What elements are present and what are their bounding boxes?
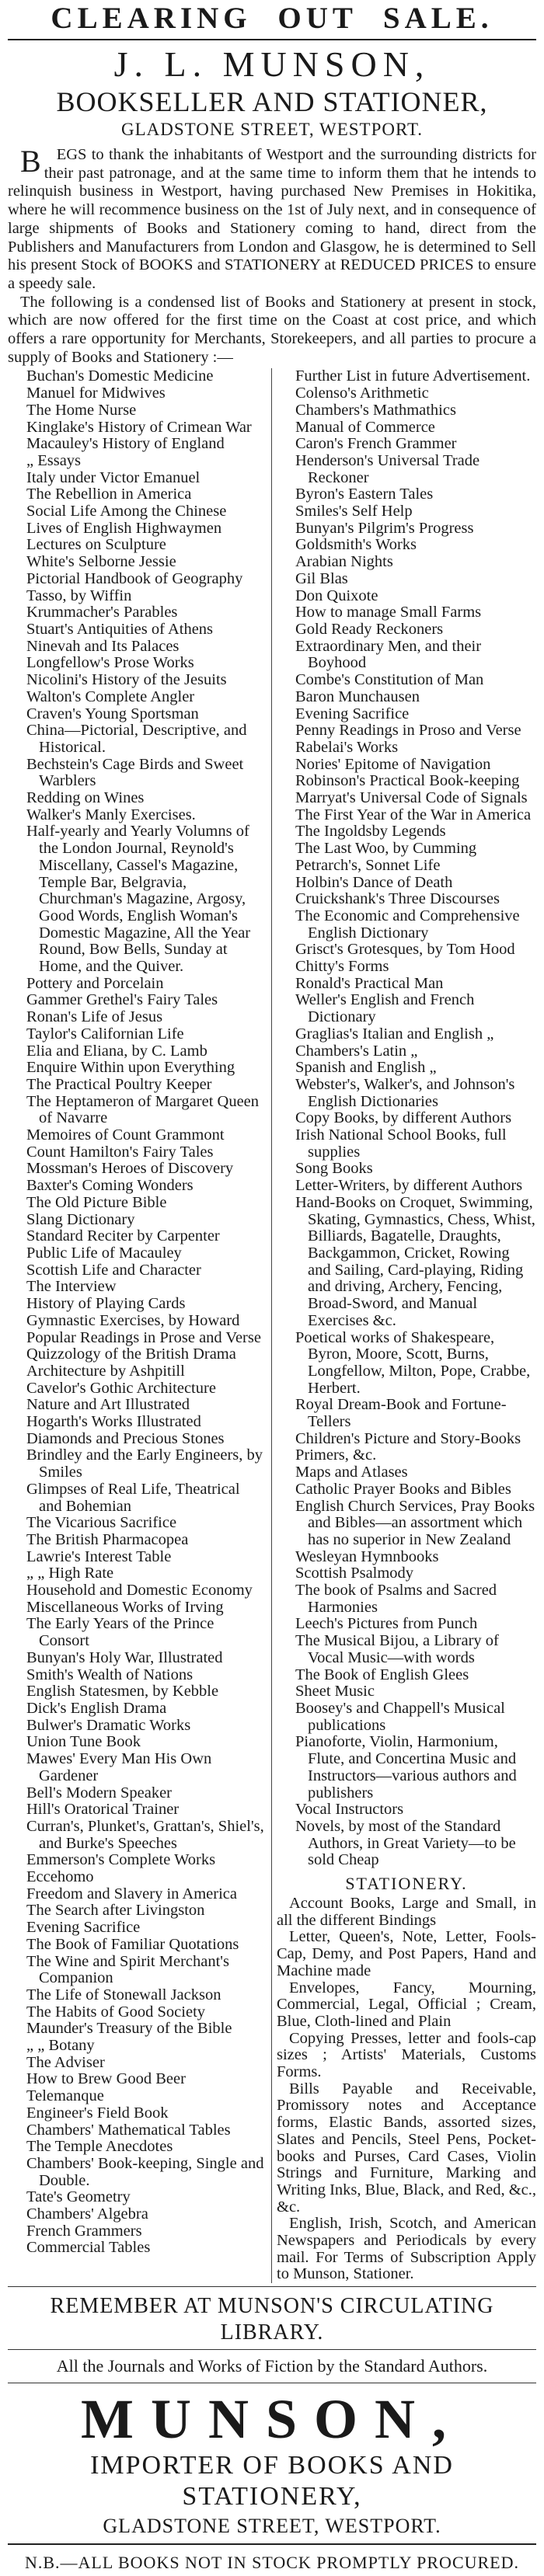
list-item: Elia and Eliana, by C. Lamb [26, 1042, 207, 1060]
list-item: Scottish Psalmody [295, 1565, 414, 1582]
list-item: Bunyan's Holy War, Illustrated [26, 1648, 223, 1666]
list-item: English Church Services, Pray Books and Bibles—an assortment which has no superior in New Zealand [295, 1497, 535, 1548]
list-item: Wesleyan Hymnbooks [295, 1547, 439, 1565]
list-item: Chitty's Forms [295, 958, 389, 976]
list-item: Brindley and the Early Engineers, by Smiles [26, 1446, 263, 1481]
list-item: Penny Readings in Proso and Verse [295, 722, 521, 740]
list-item: Evening Sacrifice [295, 705, 410, 722]
list-item: Tate's Geometry [26, 2188, 131, 2206]
list-item: Novels, by most of the Standard Authors, in Great Variety—to be sold Cheap [295, 1817, 516, 1869]
list-item: Miscellaneous Works of Irving [26, 1598, 224, 1616]
stock-paragraph: The following is a condensed list of Books and Stationery at present in stock, which are now offered for the first time on the Coast at cost price, and which offers a rare opportunity for Merchants, Storekeepers, and all parties to procure a supply of Books and Stationery :— [8, 293, 536, 366]
list-item: Social Life Among the Chinese [26, 503, 227, 520]
list-item: The Practical Poultry Keeper [26, 1075, 212, 1093]
list-item: Quizzology of the British Drama [26, 1345, 236, 1363]
list-item: Macauley's History of England [26, 435, 225, 453]
list-item: Diamonds and Precious Stones [26, 1429, 225, 1447]
list-item: Glimpses of Real Life, Theatrical and Bohemian [26, 1480, 240, 1515]
list-item: Spanish and English „ [295, 1059, 437, 1077]
list-item: Nicolini's History of the Jesuits [26, 671, 227, 689]
list-item: Chambers' Mathematical Tables [26, 2121, 231, 2139]
list-item: The Life of Stonewall Jackson [26, 1986, 221, 2003]
list-item: Craven's Young Sportsman [26, 705, 199, 722]
list-item: Caron's French Grammer [295, 435, 457, 453]
divider [8, 2349, 536, 2350]
list-item: Hand-Books on Croquet, Swimming, Skating, Gymnastics, Chess, Whist, Billiards, Bagatelle, Draughts, Backgammon, Cricket, Rowing and Sailing, Card-playing, Riding and driving, Archery, Fencing, Broad-Sword, and Manual Exercises &c. [295, 1193, 535, 1329]
list-item: Royal Dream-Book and Fortune-Tellers [295, 1396, 507, 1431]
list-item: „ „ High Rate [26, 1565, 114, 1582]
list-item: The First Year of the War in America [295, 806, 532, 823]
list-item: Cruickshank's Three Discourses [295, 890, 500, 908]
list-item: Bell's Modern Speaker [26, 1784, 173, 1801]
list-item: Stuart's Antiquities of Athens [26, 620, 214, 638]
list-item: Telemanque [26, 2087, 104, 2105]
list-item: Nories' Epitome of Navigation [295, 755, 491, 773]
list-item: Letter, Queen's, Note, Letter, Fools-Cap, Demy, and Post Papers, Hand and Machine made [277, 1928, 536, 1979]
list-item: Boosey's and Chappell's Musical publications [295, 1699, 505, 1734]
list-item: The Book of Familiar Quotations [26, 1935, 239, 1953]
list-item: Leech's Pictures from Punch [295, 1615, 478, 1633]
right-column [272, 368, 536, 2283]
divider [8, 2286, 536, 2287]
proprietor-name: J. L. MUNSON, [113, 44, 431, 84]
top-rule [8, 39, 536, 40]
list-item: Holbin's Dance of Death [295, 873, 453, 891]
list-item: Popular Readings in Prose and Verse [26, 1328, 261, 1346]
list-item: Bunyan's Pilgrim's Progress [295, 519, 474, 537]
list-item: Walton's Complete Angler [26, 688, 195, 705]
list-item: Krummacher's Parables [26, 604, 178, 621]
list-item: Bills Payable and Receivable, Promissory notes and Acceptance forms, Elastic Bands, assorted sizes, Slates and Pencils, Steel Pens, Pocket-books and Purses, Card Cases, Violin Strings and Furniture, Marking and Writing Inks, Blue, Black, and Red, &c., &c. [277, 2080, 536, 2216]
list-item: The Ingoldsby Legends [295, 823, 446, 841]
library-notice: REMEMBER AT MUNSON'S CIRCULATING LIBRARY. [50, 2294, 494, 2345]
list-item: Children's Picture and Story-Books [295, 1429, 521, 1447]
list-item: Count Hamilton's Fairy Tales [26, 1143, 214, 1161]
list-item: Union Tune Book [26, 1733, 141, 1751]
list-item: Gil Blas [295, 569, 348, 587]
right-book-list [277, 368, 536, 1869]
list-item: Pictorial Handbook of Geography [26, 569, 243, 587]
list-item: Freedom and Slavery in America [26, 1885, 237, 1902]
list-item: Arabian Nights [295, 553, 393, 571]
list-item: Evening Sacrifice [26, 1919, 141, 1937]
list-item: Hogarth's Works Illustrated [26, 1413, 201, 1431]
list-item: Scottish Life and Character [26, 1261, 201, 1279]
list-item: Ronan's Life of Jesus [26, 1008, 163, 1026]
list-item: Combe's Constitution of Man [295, 671, 484, 689]
list-item: Smiles's Self Help [295, 503, 413, 520]
list-item: Taylor's Californian Life [26, 1025, 184, 1043]
list-item: The Habits of Good Society [26, 2003, 206, 2021]
nb-notice: N.B.—ALL BOOKS NOT IN STOCK PROMPTLY PROCURED. [24, 2553, 520, 2573]
list-item: China—Pictorial, Descriptive, and Historical. [26, 722, 247, 756]
list-item: Mawes' Every Man His Own Gardener [26, 1750, 212, 1784]
list-item: How to Brew Good Beer [26, 2070, 186, 2088]
list-item: Kinglake's History of Crimean War [26, 418, 252, 436]
list-item: The Wine and Spirit Merchant's Companion [26, 1952, 229, 1987]
list-item: The Vicarious Sacrifice [26, 1514, 177, 1532]
list-item: Memoires of Count Grammont [26, 1126, 225, 1144]
list-item: Architecture by Ashpitill [26, 1362, 185, 1380]
list-item: The Temple Anecdotes [26, 2138, 173, 2156]
list-item: Gammer Grethel's Fairy Tales [26, 991, 218, 1009]
list-item: Tasso, by Wiffin [26, 587, 132, 604]
list-item: Extraordinary Men, and their Boyhood [295, 637, 482, 672]
list-item: The Book of English Glees [295, 1666, 469, 1683]
list-item: Commercial Tables [26, 2239, 151, 2257]
list-item: Poetical works of Shakespeare, Byron, Moore, Scott, Burns, Longfellow, Milton, Pope, Crabbe, Herbert. [295, 1328, 531, 1397]
list-item: Letter-Writers, by different Authors [295, 1177, 523, 1195]
list-item: Account Books, Large and Small, in all the different Bindings [277, 1895, 536, 1929]
list-item: Cavelor's Gothic Architecture [26, 1379, 216, 1397]
list-item: Gymnastic Exercises, by Howard [26, 1311, 240, 1329]
list-item: Eccehomo [26, 1868, 94, 1886]
list-item: Household and Domestic Economy [26, 1582, 253, 1600]
bottom-rule [8, 2543, 536, 2545]
journals-notice: All the Journals and Works of Fiction by the Standard Authors. [56, 2356, 488, 2376]
list-item: Smith's Wealth of Nations [26, 1666, 194, 1683]
list-item: Copy Books, by different Authors [295, 1109, 512, 1127]
list-item: Ronald's Practical Man [295, 974, 444, 992]
list-item: Rabelai's Works [295, 738, 399, 756]
list-item: Chambers' Book-keeping, Single and Double. [26, 2154, 264, 2189]
list-item: Primers, &c. [295, 1446, 377, 1464]
list-item: Henderson's Universal Trade Reckoner [295, 451, 480, 486]
list-item: Nature and Art Illustrated [26, 1396, 190, 1414]
list-item: Grisct's Grotesques, by Tom Hood [295, 941, 515, 959]
list-item: Petrarch's, Sonnet Life [295, 856, 441, 874]
list-item: English, Irish, Scotch, and American Newspapers and Periodicals by every mail. For Terms of Subscription Apply to Munson, Stationer. [277, 2215, 536, 2283]
list-item: The Adviser [26, 2053, 105, 2071]
list-item: Chambers's Latin „ [295, 1042, 418, 1060]
list-item: The Last Woo, by Cumming [295, 840, 477, 858]
list-item: Goldsmith's Works [295, 536, 417, 554]
list-item: Sheet Music [295, 1683, 375, 1701]
list-item: Enquire Within upon Everything [26, 1059, 235, 1077]
list-item: Maunder's Treasury of the Bible [26, 2020, 232, 2038]
list-item: Longfellow's Prose Works [26, 654, 194, 672]
list-item: Buchan's Domestic Medicine [26, 367, 214, 385]
list-item: Lawrie's Interest Table [26, 1547, 172, 1565]
list-item: Italy under Victor Emanuel [26, 468, 201, 486]
list-item: Mossman's Heroes of Discovery [26, 1160, 234, 1178]
book-list [8, 368, 536, 2283]
list-item: Lives of English Highwaymen [26, 519, 222, 537]
list-item: Copying Presses, letter and fools-cap sizes ; Artists' Materials, Customs Forms. [277, 2029, 536, 2081]
list-item: Engineer's Field Book [26, 2104, 169, 2122]
list-item: Weller's English and French Dictionary [295, 991, 475, 1026]
list-item: The Heptameron of Margaret Queen of Navarre [26, 1092, 260, 1127]
stationery-list [277, 1895, 536, 2283]
list-item: Ninevah and Its Palaces [26, 637, 180, 655]
list-item: Baron Munchausen [295, 688, 420, 705]
list-item: „ Essays [26, 451, 82, 469]
list-item: Slang Dictionary [26, 1210, 135, 1228]
list-item: Standard Reciter by Carpenter [26, 1227, 220, 1245]
stationery-heading: STATIONERY. [345, 1874, 468, 1894]
list-item: English Statesmen, by Kebble [26, 1683, 219, 1701]
list-item: Irish National School Books, full supplies [295, 1126, 507, 1161]
shop-address: GLADSTONE STREET, WESTPORT. [120, 120, 424, 139]
list-item: Dick's English Drama [26, 1699, 167, 1717]
big-name: MUNSON, [81, 2388, 463, 2451]
list-item: History of Playing Cards [26, 1295, 186, 1313]
list-item: Hill's Oratorical Trainer [26, 1801, 180, 1819]
list-item: Bechstein's Cage Birds and Sweet Warblers [26, 755, 244, 790]
list-item: Gold Ready Reckoners [295, 620, 444, 638]
list-item: The Search after Livingston [26, 1902, 205, 1920]
importer-line: IMPORTER OF BOOKS AND STATIONERY, [90, 2451, 454, 2512]
list-item: Pianoforte, Violin, Harmonium, Flute, and Concertina Music and Instructors—various authors and publishers [295, 1733, 517, 1801]
list-item: The Home Nurse [26, 401, 137, 419]
footer-address: GLADSTONE STREET, WESTPORT. [103, 2515, 441, 2538]
list-item: Maps and Atlases [295, 1464, 408, 1481]
list-item: Colenso's Arithmetic [295, 385, 429, 402]
list-item: The Economic and Comprehensive English Dictionary [295, 907, 520, 942]
list-item: Public Life of Macauley [26, 1244, 182, 1262]
list-item: „ „ Botany [26, 2037, 95, 2055]
list-item: Chambers's Mathmathics [295, 401, 456, 419]
list-item: Webster's, Walker's, and Johnson's English Dictionaries [295, 1075, 515, 1110]
list-item: Further List in future Advertisement. [295, 367, 531, 385]
list-item: Pottery and Porcelain [26, 974, 164, 992]
list-item: White's Selborne Jessie [26, 553, 176, 571]
list-item: Lectures on Sculpture [26, 536, 166, 554]
list-item: The Rebellion in America [26, 486, 192, 503]
list-item: The British Pharmacopea [26, 1530, 189, 1548]
list-item: Chambers' Algebra [26, 2205, 148, 2223]
list-item: Don Quixote [295, 587, 378, 604]
list-item: Envelopes, Fancy, Mourning, Commercial, Legal, Official ; Cream, Blue, Cloth-lined and Plain [277, 1979, 536, 2030]
list-item: Curran's, Plunket's, Grattan's, Shiel's, and Burke's Speeches [26, 1817, 264, 1852]
list-item: The Early Years of the Prince Consort [26, 1615, 214, 1650]
list-item: How to manage Small Farms [295, 604, 482, 621]
list-item: Marryat's Universal Code of Signals [295, 789, 528, 807]
list-item: Walker's Manly Exercises. [26, 806, 196, 823]
list-item: Catholic Prayer Books and Bibles [295, 1480, 511, 1498]
list-item: Baxter's Coming Wonders [26, 1177, 194, 1195]
intro-paragraph: BEGS to thank the inhabitants of Westport and the surrounding districts for their past patronage, and at the same time to inform them that he intends to relinquish business in Westport, having purchased New Premises in Hokitika, where he will recommence business on the 1st of July next, and in consequence of large shipments of Books and Stationery coming to hand, direct from the Publishers and Manufacturers from London and Glasgow, he is determined to Sell his present Stock of BOOKS and STATIONERY at REDUCED PRICES to ensure a speedy sale. [8, 144, 536, 292]
list-item: Redding on Wines [26, 789, 145, 807]
list-item: Manuel for Midwives [26, 385, 166, 402]
list-item: Vocal Instructors [295, 1801, 404, 1819]
list-item: Manual of Commerce [295, 418, 435, 436]
list-item: The book of Psalms and Sacred Harmonies [295, 1582, 497, 1616]
list-item: Graglias's Italian and English „ [295, 1025, 494, 1043]
list-item: Song Books [295, 1160, 373, 1178]
list-item: French Grammers [26, 2222, 142, 2240]
list-item: Emmerson's Complete Works [26, 1851, 216, 1869]
list-item: The Old Picture Bible [26, 1193, 167, 1211]
list-item: The Musical Bijou, a Library of Vocal Music—with words [295, 1632, 499, 1666]
list-item: The Interview [26, 1278, 117, 1296]
list-item: Byron's Eastern Tales [295, 486, 434, 503]
list-item: Half-yearly and Yearly Volumns of the London Journal, Reynold's Miscellany, Cassel's Magazine, Temple Bar, Belgravia, Churchman's Magazine, Argosy, Good Words, English Woman's Domestic Magazine, All the Year Round, Bow Bells, Sunday at Home, and the Quiver. [26, 823, 251, 976]
headline: CLEARING OUT SALE. [51, 2, 493, 35]
left-column [8, 368, 272, 2283]
advertisement-page [0, 2, 544, 2573]
trade-title: BOOKSELLER AND STATIONER, [56, 86, 488, 117]
list-item: Robinson's Practical Book-keeping [295, 772, 520, 790]
list-item: Bulwer's Dramatic Works [26, 1716, 191, 1734]
